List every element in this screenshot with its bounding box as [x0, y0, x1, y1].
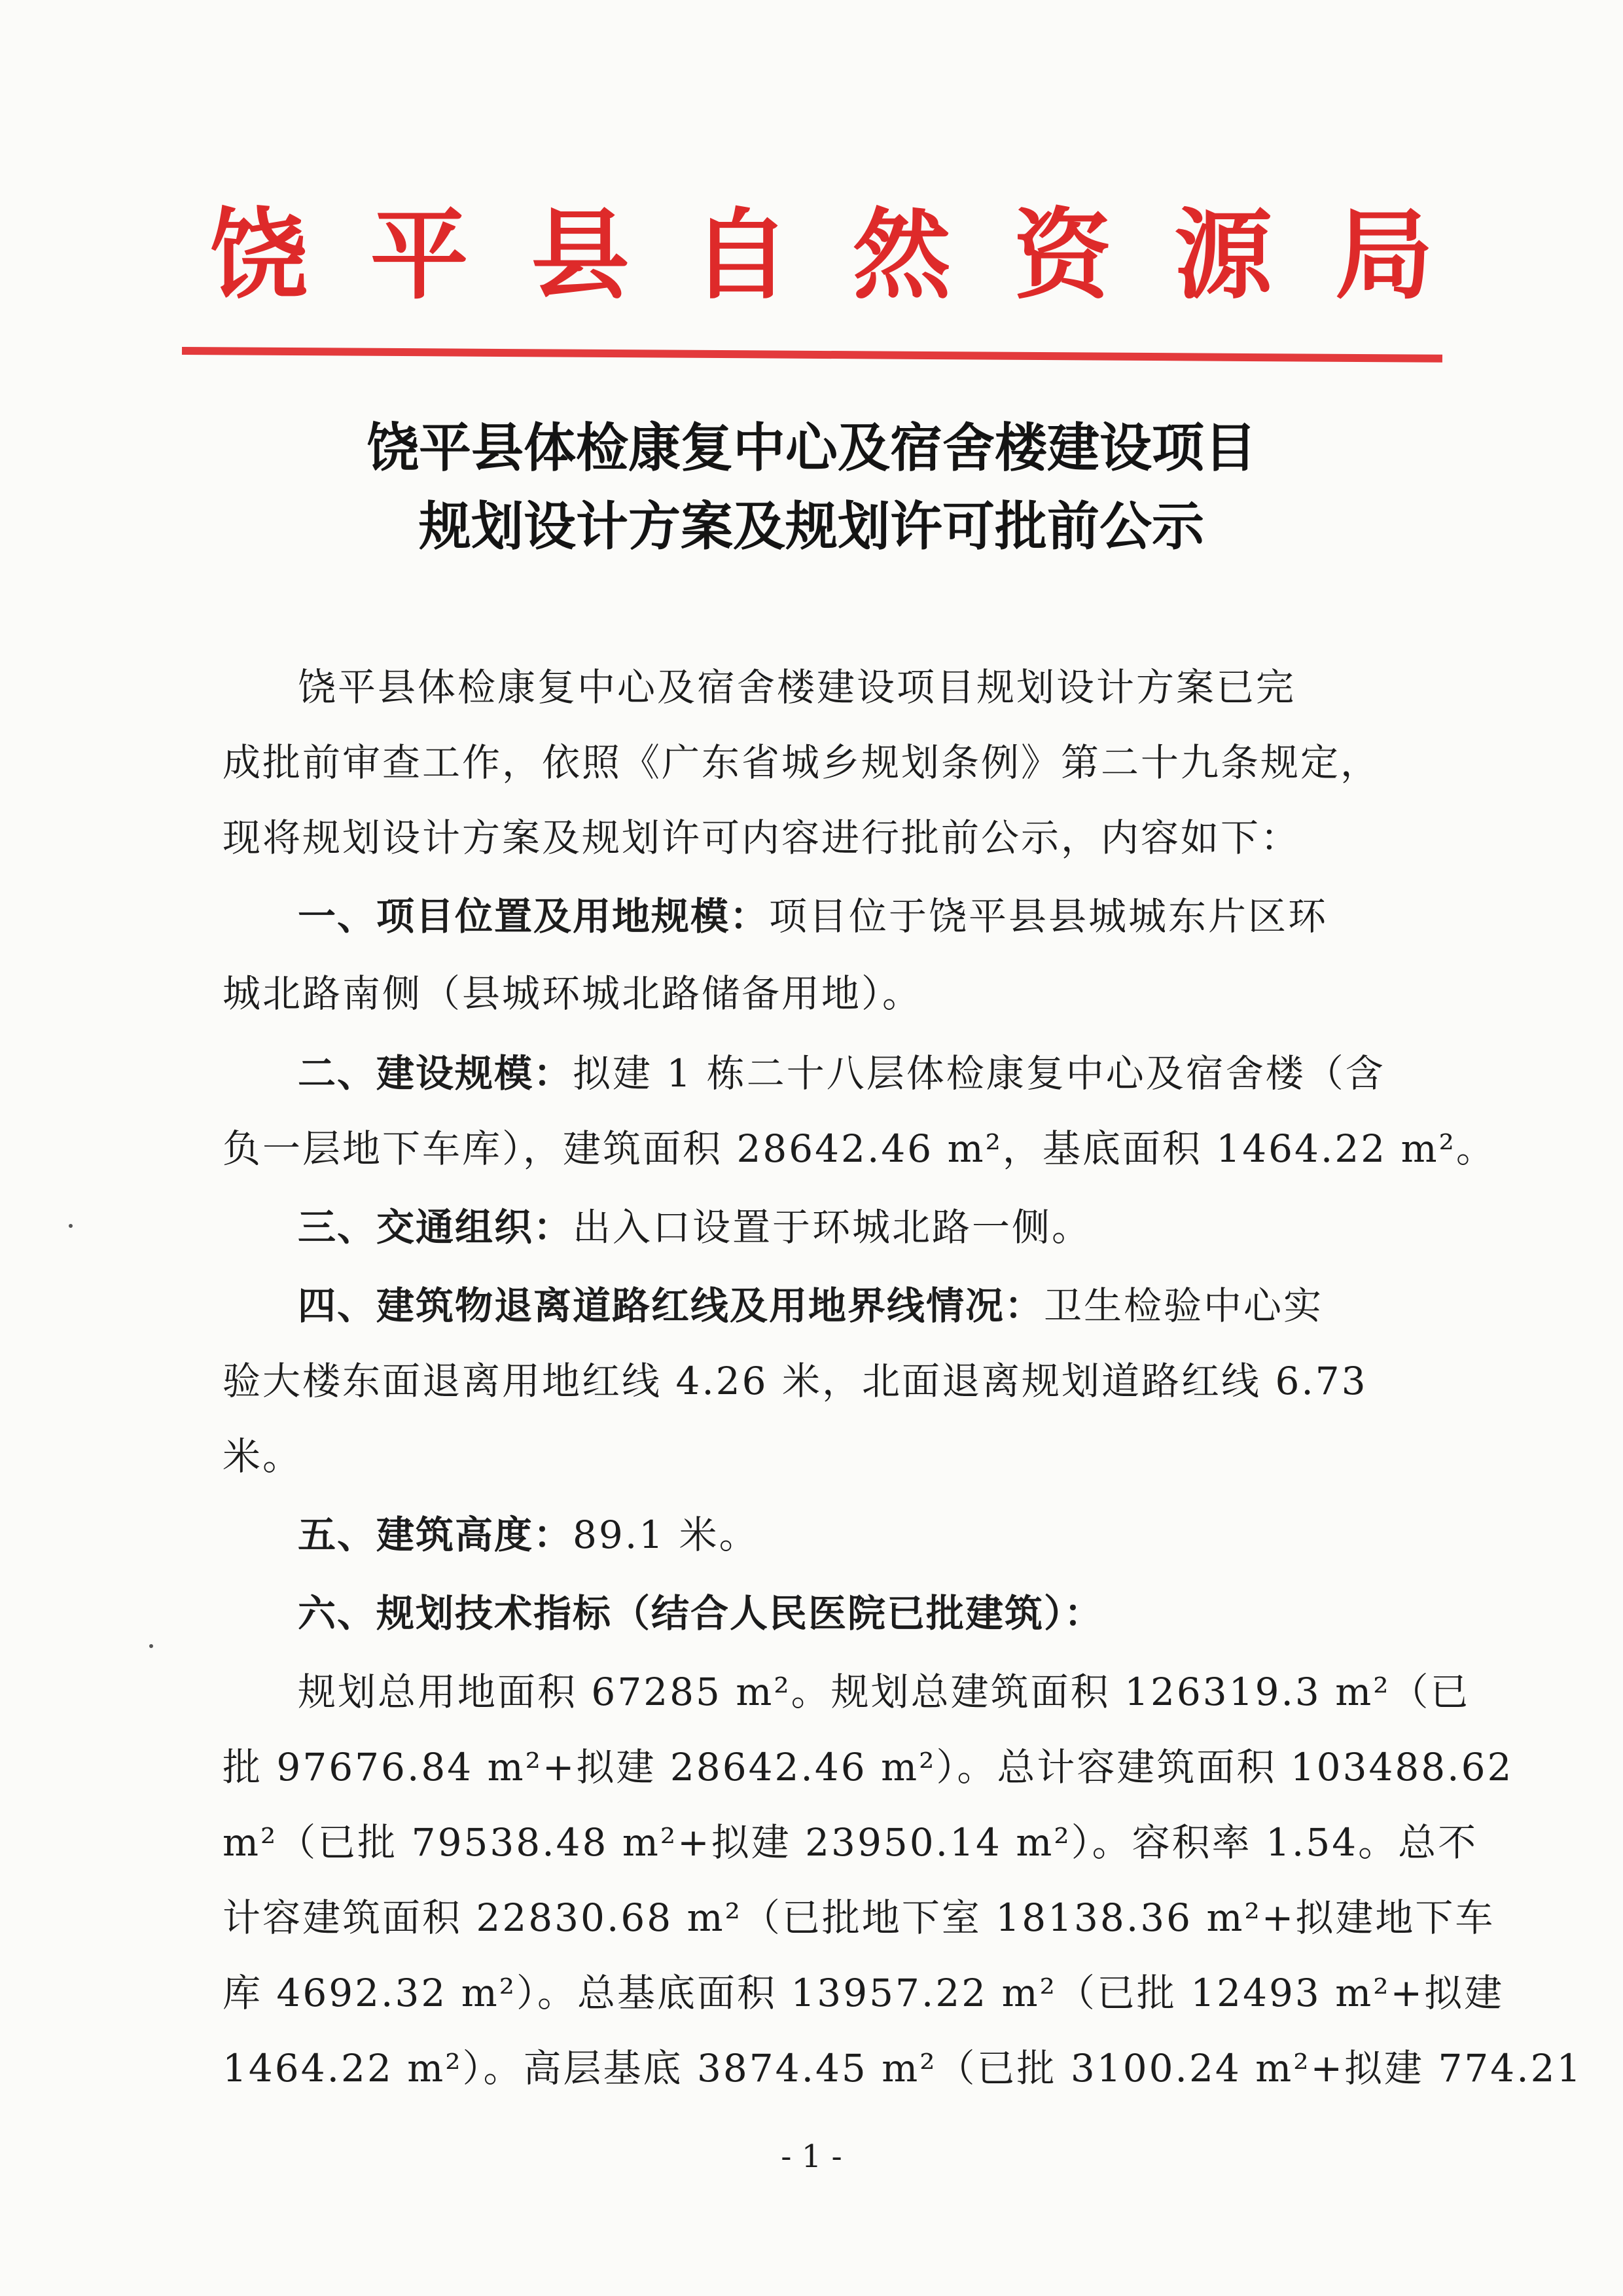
agency-char: 源	[1174, 198, 1273, 313]
section-1-line-2: 城北路南侧（县城环城北路储备用地）。	[223, 971, 923, 1016]
header-red-rule	[182, 347, 1442, 363]
section-1-line-1	[298, 890, 1427, 942]
section-4-text: 卫生检验中心实	[1044, 1283, 1324, 1328]
section-6-heading: 六、规划技术指标（结合人民医院已批建筑）：	[298, 1591, 1104, 1636]
section-6-line-3: m²（已批 79538.48 m²+拟建 23950.14 m²）。容积率 1.54。总不	[223, 1820, 1478, 1865]
section-2-heading: 二、建设规模：	[298, 1051, 573, 1096]
section-1-heading: 一、项目位置及用地规模：	[298, 894, 770, 939]
intro-line-2: 成批前审查工作，依照《广东省城乡规划条例》第二十九条规定，	[223, 740, 1381, 785]
section-6-line-1: 规划总用地面积 67285 m²。规划总建筑面积 126319.3 m²（已	[298, 1670, 1471, 1714]
section-4-line-1	[298, 1280, 1427, 1332]
section-3-text: 出入口设置于环城北路一侧。	[573, 1205, 1092, 1249]
section-2-line-2: 负一层地下车库），建筑面积 28642.46 m²，基底面积 1464.22 m²。	[223, 1126, 1496, 1171]
section-6-line-5: 库 4692.32 m²）。总基底面积 13957.22 m²（已批 12493 m²+拟建	[223, 1971, 1505, 2015]
agency-char: 资	[1013, 198, 1112, 313]
intro-line-3: 现将规划设计方案及规划许可内容进行批前公示，内容如下：	[223, 816, 1301, 860]
section-4-line-3: 米。	[223, 1434, 303, 1479]
section-2-line-1	[298, 1047, 1427, 1100]
scan-speck	[69, 1224, 73, 1228]
document-title-line-2: 规划设计方案及规划许可批前公示	[419, 496, 1204, 557]
section-4-heading: 四、建筑物退离道路红线及用地界线情况：	[298, 1283, 1044, 1328]
section-5-text: 89.1 米。	[573, 1513, 759, 1557]
scan-speck	[149, 1644, 153, 1648]
section-6-line-4: 计容建筑面积 22830.68 m²（已批地下室 18138.36 m²+拟建地下车	[223, 1895, 1495, 1940]
section-1-text: 项目位于饶平县县城城东片区环	[769, 894, 1329, 939]
section-4-line-2: 验大楼东面退离用地红线 4.26 米，北面退离规划道路红线 6.73	[223, 1359, 1368, 1403]
section-5-line-1	[298, 1509, 1427, 1561]
agency-char: 局	[1334, 198, 1433, 313]
section-6-line-2: 批 97676.84 m²+拟建 28642.46 m²）。总计容建筑面积 103488.62	[223, 1745, 1514, 1789]
agency-char: 然	[852, 198, 951, 313]
agency-char: 县	[531, 198, 630, 313]
section-6-line-6: 1464.22 m²）。高层基底 3874.45 m²（已批 3100.24 m²+拟建 774.21	[223, 2046, 1583, 2090]
agency-header	[209, 193, 1433, 317]
agency-char: 自	[692, 198, 791, 313]
document-title-line-1: 饶平县体检康复中心及宿舍楼建设项目	[366, 418, 1257, 478]
agency-char: 饶	[209, 198, 308, 313]
page-number: - 1 -	[781, 2138, 842, 2175]
agency-char: 平	[370, 198, 469, 313]
intro-line-1: 饶平县体检康复中心及宿舍楼建设项目规划设计方案已完	[298, 665, 1296, 709]
section-3-heading: 三、交通组织：	[298, 1205, 573, 1249]
section-3-line-1	[298, 1201, 1427, 1253]
section-5-heading: 五、建筑高度：	[298, 1513, 573, 1557]
section-2-text: 拟建 1 栋二十八层体检康复中心及宿舍楼（含	[573, 1051, 1385, 1096]
